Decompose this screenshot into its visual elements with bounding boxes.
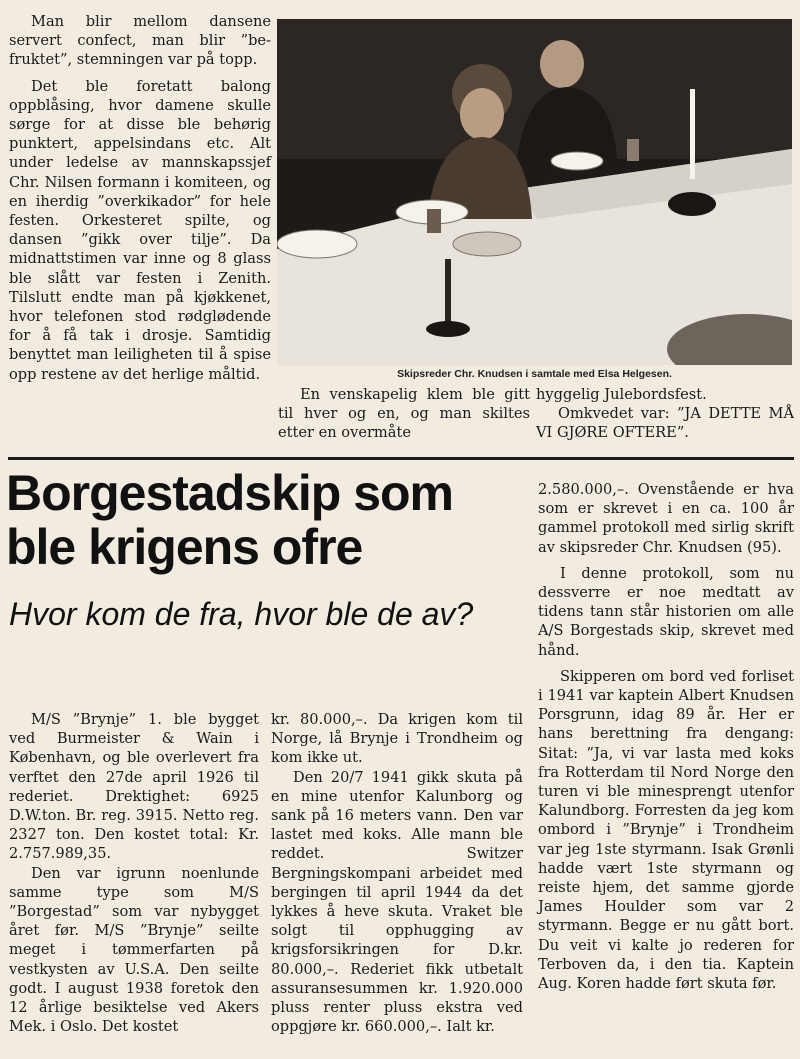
paragraph: 2.580.000,–. Ovenstående er hva som er skrevet i en ca. 100 år gammel protokoll med sirlig skrift av skipsreder Chr. Knudsen (95). <box>538 481 794 556</box>
paragraph: Man blir mellom dansene servert confect, man blir ”be-fruktet”, stemningen var på topp. <box>9 13 271 69</box>
paragraph: Den 20/7 1941 gikk skuta på en mine utenfor Kalunborg og sank på 16 meters vann. Den var lastet med koks. Alle mann ble reddet. Switzer Bergningskompani arbeidet med bergingen til april 1944 da det lykkes å heve skuta. Vraket ble solgt til opphugging av krigsforsikringen for D.kr. 80.000,–. Rederiet fikk utbetalt assuransesummen kr. 1.920.000 pluss renter pluss ekstra ved oppgjøre kr. 660.000,–. Ialt kr. <box>271 768 523 1036</box>
top-right-column <box>536 385 794 443</box>
paragraph: Den var igrunn noenlunde samme type som M/S ”Borgestad” som var nybygget året før. M/S ”Brynje” seilte meget i tømmerfarten på vestkysten av U.S.A. Den seilte godt. I august 1938 foretok den 12 årlige besiktelse ved Akers Mek. i Oslo. Det kostet <box>9 864 259 1036</box>
paragraph: kr. 80.000,–. Da krigen kom til Norge, lå Brynje i Trondheim og kom ikke ut. <box>271 711 523 767</box>
paragraph: En venskapelig klem ble gitt til hver og en, og man skiltes etter en overmåte <box>278 386 530 442</box>
article-column-1 <box>9 710 259 1036</box>
paragraph: Omkvedet var: ”JA DETTE MÅ VI GJØRE OFTERE”. <box>536 405 794 442</box>
section-divider <box>8 457 794 460</box>
article-subheadline: Hvor kom de fra, hvor ble de av? <box>9 596 474 632</box>
paragraph: I denne protokoll, som nu dessverre er noe medtatt av tidens tann står historien om alle A/S Borgestads skip, skrevet med hånd. <box>538 564 794 659</box>
photo-caption: Skipsreder Chr. Knudsen i samtale med Elsa Helgesen. <box>397 368 672 380</box>
photo-dinner-table <box>277 19 792 365</box>
top-middle-column <box>278 385 530 443</box>
paragraph: hyggelig Julebordsfest. <box>536 386 707 403</box>
top-left-column <box>9 12 271 384</box>
paragraph: Skipperen om bord ved forliset i 1941 var kaptein Albert Knudsen Porsgrunn, idag 89 år. Her er hans berettning fra dengang: Sitat: ”Ja, vi var lasta med koks fra Rotterdam til Nord Norge den turen vi ble minesprengt utenfor Kalundborg. Forresten da jeg kom ombord i ”Brynje” i Trondheim var jeg 1ste styrmann. Isak Grønli hadde vært 1ste styrmann og reiste hjem, det samme gjorde James Houlder som var 2 styrmann. Begge er nu gått bort. Du veit vi kalte jo rederen for Terboven da, i den tia. Kaptein Aug. Koren hadde ført skuta før. <box>538 667 794 993</box>
paragraph: M/S ”Brynje” 1. ble bygget ved Burmeister & Wain i København, og ble overlevert fra verftet den 27de april 1926 til rederiet. Drektighet: 6925 D.W.ton. Br. reg. 3915. Netto reg. 2327 ton. Den kostet total: Kr. 2.757.989,35. <box>9 711 259 863</box>
photo-illustration <box>277 19 792 365</box>
paragraph: Det ble foretatt balong oppblåsing, hvor damene skulle sørge for at disse ble behørig punktert, appelsindans etc. Alt under ledelse av mannskapssjef Chr. Nilsen formann i komiteen, og en iherdig ”overkikador” for hele festen. Orkesteret spilte, og dansen ”gikk over tilje”. Da midnattstimen var inne og 8 glass ble slått var festen i Zenith. Tilslutt endte man på kjøkkenet, hvor telefonen stod rødglødende for å få tak i drosje. Samtidig benyttet man leiligheten til å spise opp restene av det herlige måltid. <box>9 77 271 383</box>
article-headline: Borgestadskip som ble krigens ofre <box>6 465 454 575</box>
article-column-2 <box>271 710 523 1036</box>
article-column-3 <box>538 480 794 993</box>
